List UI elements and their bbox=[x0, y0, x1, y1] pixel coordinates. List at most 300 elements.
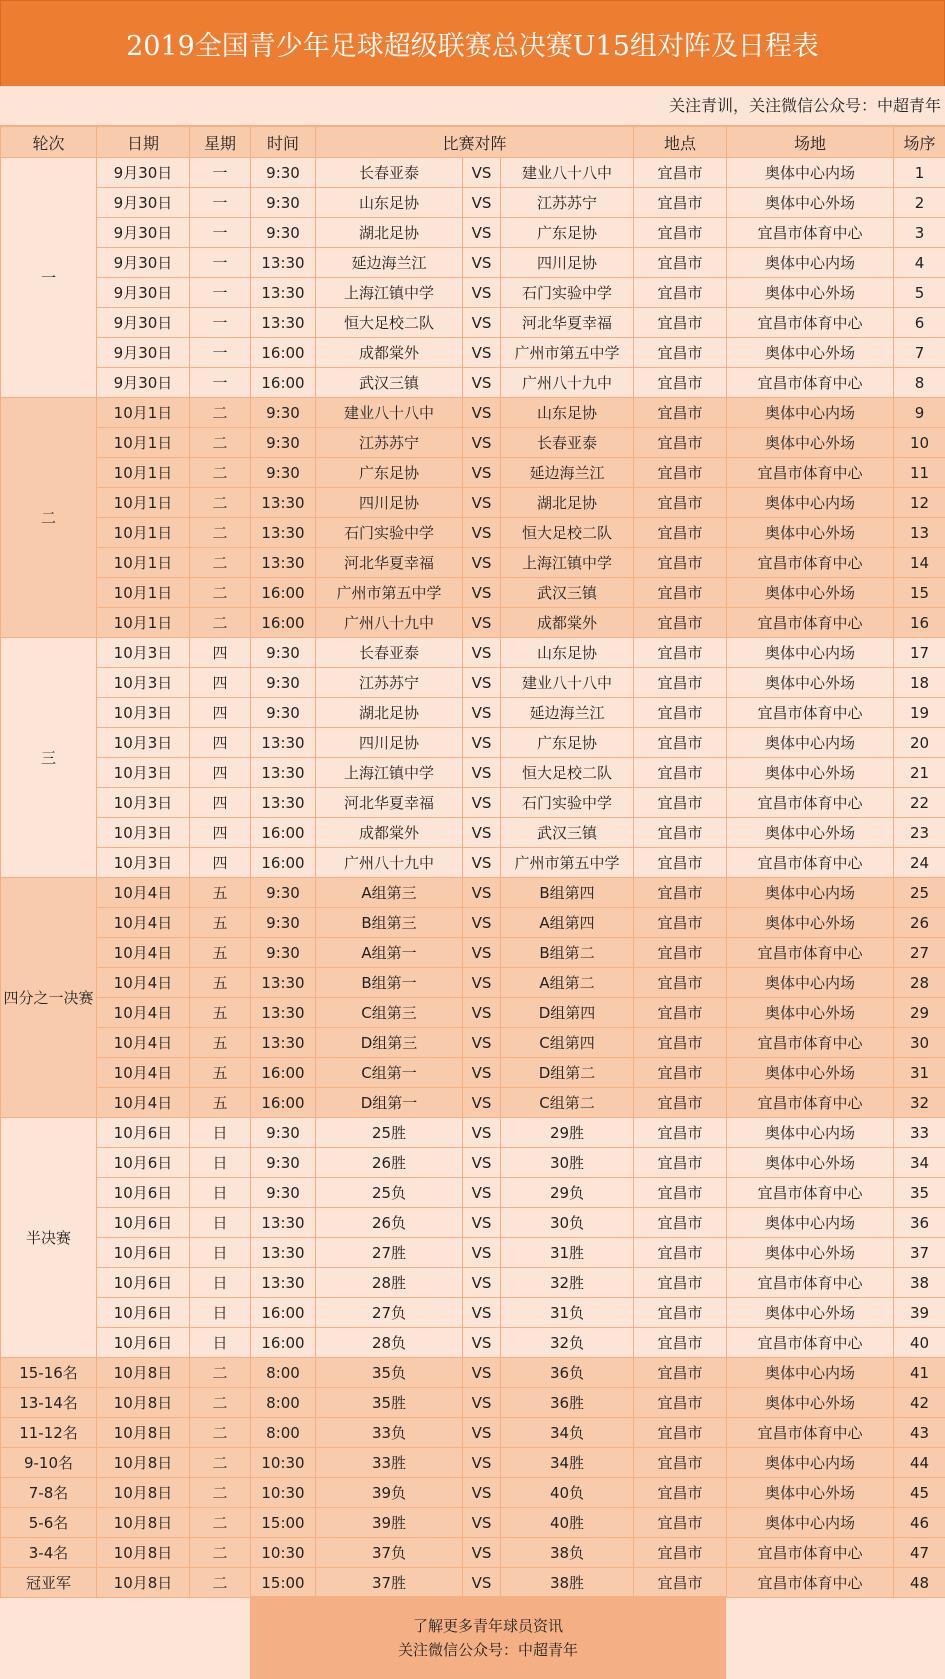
away-team: 29负 bbox=[501, 1178, 634, 1208]
header-match-no: 场序 bbox=[894, 127, 945, 158]
away-team: 40胜 bbox=[501, 1508, 634, 1538]
away-team: 江苏苏宁 bbox=[501, 188, 634, 218]
city: 宜昌市 bbox=[634, 1448, 727, 1478]
vs-label: VS bbox=[463, 848, 501, 878]
date: 10月3日 bbox=[97, 818, 190, 848]
away-team: 湖北足协 bbox=[501, 488, 634, 518]
time: 15:00 bbox=[251, 1508, 316, 1538]
vs-label: VS bbox=[463, 398, 501, 428]
date: 9月30日 bbox=[97, 158, 190, 188]
city: 宜昌市 bbox=[634, 188, 727, 218]
time: 13:30 bbox=[251, 308, 316, 338]
weekday: 四 bbox=[190, 818, 251, 848]
city: 宜昌市 bbox=[634, 338, 727, 368]
table-row bbox=[1, 578, 945, 608]
home-team: 江苏苏宁 bbox=[316, 668, 463, 698]
city: 宜昌市 bbox=[634, 158, 727, 188]
venue: 奥体中心外场 bbox=[727, 518, 894, 548]
date: 10月8日 bbox=[97, 1448, 190, 1478]
venue: 奥体中心外场 bbox=[727, 998, 894, 1028]
venue: 宜昌市体育中心 bbox=[727, 308, 894, 338]
away-team: B组第四 bbox=[501, 878, 634, 908]
time: 10:30 bbox=[251, 1478, 316, 1508]
date: 10月4日 bbox=[97, 938, 190, 968]
city: 宜昌市 bbox=[634, 398, 727, 428]
weekday: 二 bbox=[190, 1508, 251, 1538]
time: 16:00 bbox=[251, 338, 316, 368]
away-team: 31负 bbox=[501, 1298, 634, 1328]
match-no: 19 bbox=[894, 698, 945, 728]
date: 10月8日 bbox=[97, 1388, 190, 1418]
vs-label: VS bbox=[463, 1328, 501, 1358]
home-team: 35胜 bbox=[316, 1388, 463, 1418]
city: 宜昌市 bbox=[634, 518, 727, 548]
city: 宜昌市 bbox=[634, 458, 727, 488]
match-no: 48 bbox=[894, 1568, 945, 1598]
table-row bbox=[1, 1238, 945, 1268]
table-row bbox=[1, 758, 945, 788]
away-team: 34胜 bbox=[501, 1448, 634, 1478]
weekday: 日 bbox=[190, 1298, 251, 1328]
date: 10月1日 bbox=[97, 458, 190, 488]
weekday: 五 bbox=[190, 878, 251, 908]
table-row bbox=[1, 938, 945, 968]
date: 10月4日 bbox=[97, 878, 190, 908]
match-no: 9 bbox=[894, 398, 945, 428]
away-team: 32胜 bbox=[501, 1268, 634, 1298]
match-no: 45 bbox=[894, 1478, 945, 1508]
table-row bbox=[1, 1448, 945, 1478]
date: 10月6日 bbox=[97, 1148, 190, 1178]
away-team: 30负 bbox=[501, 1208, 634, 1238]
date: 10月3日 bbox=[97, 728, 190, 758]
subtitle: 关注青训，关注微信公众号：中超青年 bbox=[0, 86, 945, 126]
match-no: 13 bbox=[894, 518, 945, 548]
table-row bbox=[1, 458, 945, 488]
table-row bbox=[1, 218, 945, 248]
vs-label: VS bbox=[463, 518, 501, 548]
city: 宜昌市 bbox=[634, 248, 727, 278]
weekday: 二 bbox=[190, 398, 251, 428]
home-team: 上海江镇中学 bbox=[316, 278, 463, 308]
time: 9:30 bbox=[251, 938, 316, 968]
round-label: 9-10名 bbox=[1, 1448, 97, 1478]
home-team: 延边海兰江 bbox=[316, 248, 463, 278]
match-no: 16 bbox=[894, 608, 945, 638]
vs-label: VS bbox=[463, 908, 501, 938]
home-team: 成都棠外 bbox=[316, 338, 463, 368]
city: 宜昌市 bbox=[634, 218, 727, 248]
date: 10月4日 bbox=[97, 908, 190, 938]
city: 宜昌市 bbox=[634, 1508, 727, 1538]
home-team: 39负 bbox=[316, 1478, 463, 1508]
weekday: 二 bbox=[190, 548, 251, 578]
table-row bbox=[1, 188, 945, 218]
table-row bbox=[1, 638, 945, 668]
venue: 奥体中心内场 bbox=[727, 158, 894, 188]
weekday: 一 bbox=[190, 308, 251, 338]
home-team: A组第三 bbox=[316, 878, 463, 908]
match-no: 34 bbox=[894, 1148, 945, 1178]
weekday: 日 bbox=[190, 1118, 251, 1148]
venue: 宜昌市体育中心 bbox=[727, 218, 894, 248]
weekday: 二 bbox=[190, 1388, 251, 1418]
venue: 奥体中心内场 bbox=[727, 1208, 894, 1238]
match-no: 22 bbox=[894, 788, 945, 818]
table-row bbox=[1, 248, 945, 278]
away-team: 广州市第五中学 bbox=[501, 848, 634, 878]
date: 10月1日 bbox=[97, 548, 190, 578]
away-team: 广东足协 bbox=[501, 218, 634, 248]
away-team: 36负 bbox=[501, 1358, 634, 1388]
away-team: C组第四 bbox=[501, 1028, 634, 1058]
table-row bbox=[1, 608, 945, 638]
date: 10月4日 bbox=[97, 998, 190, 1028]
time: 16:00 bbox=[251, 1058, 316, 1088]
date: 10月8日 bbox=[97, 1418, 190, 1448]
table-row bbox=[1, 338, 945, 368]
table-row bbox=[1, 1478, 945, 1508]
venue: 奥体中心内场 bbox=[727, 248, 894, 278]
vs-label: VS bbox=[463, 1238, 501, 1268]
header-time: 时间 bbox=[251, 127, 316, 158]
away-team: 延边海兰江 bbox=[501, 458, 634, 488]
table-row bbox=[1, 428, 945, 458]
vs-label: VS bbox=[463, 878, 501, 908]
away-team: 广东足协 bbox=[501, 728, 634, 758]
home-team: 28胜 bbox=[316, 1268, 463, 1298]
date: 9月30日 bbox=[97, 368, 190, 398]
time: 9:30 bbox=[251, 188, 316, 218]
table-row bbox=[1, 1538, 945, 1568]
venue: 宜昌市体育中心 bbox=[727, 698, 894, 728]
home-team: 39胜 bbox=[316, 1508, 463, 1538]
away-team: 建业八十八中 bbox=[501, 158, 634, 188]
match-no: 26 bbox=[894, 908, 945, 938]
vs-label: VS bbox=[463, 818, 501, 848]
away-team: 石门实验中学 bbox=[501, 278, 634, 308]
away-team: 延边海兰江 bbox=[501, 698, 634, 728]
city: 宜昌市 bbox=[634, 1118, 727, 1148]
venue: 奥体中心内场 bbox=[727, 1118, 894, 1148]
venue: 宜昌市体育中心 bbox=[727, 848, 894, 878]
match-no: 15 bbox=[894, 578, 945, 608]
date: 10月6日 bbox=[97, 1178, 190, 1208]
weekday: 二 bbox=[190, 1478, 251, 1508]
city: 宜昌市 bbox=[634, 1358, 727, 1388]
weekday: 四 bbox=[190, 698, 251, 728]
weekday: 一 bbox=[190, 218, 251, 248]
home-team: C组第三 bbox=[316, 998, 463, 1028]
schedule-table bbox=[0, 126, 945, 1598]
home-team: 恒大足校二队 bbox=[316, 308, 463, 338]
city: 宜昌市 bbox=[634, 368, 727, 398]
weekday: 一 bbox=[190, 158, 251, 188]
away-team: 36胜 bbox=[501, 1388, 634, 1418]
away-team: 31胜 bbox=[501, 1238, 634, 1268]
venue: 宜昌市体育中心 bbox=[727, 1088, 894, 1118]
time: 9:30 bbox=[251, 398, 316, 428]
table-row bbox=[1, 998, 945, 1028]
weekday: 日 bbox=[190, 1178, 251, 1208]
away-team: D组第四 bbox=[501, 998, 634, 1028]
match-no: 31 bbox=[894, 1058, 945, 1088]
date: 10月1日 bbox=[97, 608, 190, 638]
home-team: 上海江镇中学 bbox=[316, 758, 463, 788]
weekday: 二 bbox=[190, 488, 251, 518]
away-team: 恒大足校二队 bbox=[501, 518, 634, 548]
away-team: 34负 bbox=[501, 1418, 634, 1448]
home-team: 江苏苏宁 bbox=[316, 428, 463, 458]
home-team: 长春亚泰 bbox=[316, 638, 463, 668]
vs-label: VS bbox=[463, 218, 501, 248]
table-row bbox=[1, 1118, 945, 1148]
table-row bbox=[1, 488, 945, 518]
vs-label: VS bbox=[463, 758, 501, 788]
match-no: 5 bbox=[894, 278, 945, 308]
time: 8:00 bbox=[251, 1418, 316, 1448]
venue: 奥体中心外场 bbox=[727, 1478, 894, 1508]
match-no: 40 bbox=[894, 1328, 945, 1358]
table-row bbox=[1, 158, 945, 188]
vs-label: VS bbox=[463, 1508, 501, 1538]
venue: 宜昌市体育中心 bbox=[727, 548, 894, 578]
table-row bbox=[1, 1568, 945, 1598]
away-team: 恒大足校二队 bbox=[501, 758, 634, 788]
vs-label: VS bbox=[463, 668, 501, 698]
time: 9:30 bbox=[251, 878, 316, 908]
time: 16:00 bbox=[251, 818, 316, 848]
away-team: 上海江镇中学 bbox=[501, 548, 634, 578]
city: 宜昌市 bbox=[634, 1478, 727, 1508]
vs-label: VS bbox=[463, 368, 501, 398]
away-team: 38胜 bbox=[501, 1568, 634, 1598]
city: 宜昌市 bbox=[634, 1268, 727, 1298]
away-team: D组第二 bbox=[501, 1058, 634, 1088]
venue: 奥体中心外场 bbox=[727, 338, 894, 368]
match-no: 47 bbox=[894, 1538, 945, 1568]
match-no: 23 bbox=[894, 818, 945, 848]
table-row bbox=[1, 1358, 945, 1388]
time: 13:30 bbox=[251, 998, 316, 1028]
match-no: 2 bbox=[894, 188, 945, 218]
match-no: 17 bbox=[894, 638, 945, 668]
table-row bbox=[1, 908, 945, 938]
city: 宜昌市 bbox=[634, 488, 727, 518]
table-row bbox=[1, 668, 945, 698]
city: 宜昌市 bbox=[634, 608, 727, 638]
footer-banner bbox=[250, 1596, 726, 1679]
weekday: 日 bbox=[190, 1238, 251, 1268]
date: 10月1日 bbox=[97, 428, 190, 458]
city: 宜昌市 bbox=[634, 998, 727, 1028]
table-row bbox=[1, 1418, 945, 1448]
date: 10月1日 bbox=[97, 488, 190, 518]
table-row bbox=[1, 1088, 945, 1118]
home-team: 成都棠外 bbox=[316, 818, 463, 848]
city: 宜昌市 bbox=[634, 878, 727, 908]
vs-label: VS bbox=[463, 338, 501, 368]
time: 13:30 bbox=[251, 518, 316, 548]
home-team: 石门实验中学 bbox=[316, 518, 463, 548]
vs-label: VS bbox=[463, 1388, 501, 1418]
venue: 奥体中心外场 bbox=[727, 1298, 894, 1328]
match-no: 41 bbox=[894, 1358, 945, 1388]
weekday: 五 bbox=[190, 1058, 251, 1088]
away-team: 建业八十八中 bbox=[501, 668, 634, 698]
venue: 奥体中心内场 bbox=[727, 1508, 894, 1538]
venue: 奥体中心内场 bbox=[727, 968, 894, 998]
venue: 宜昌市体育中心 bbox=[727, 1028, 894, 1058]
date: 9月30日 bbox=[97, 248, 190, 278]
date: 10月3日 bbox=[97, 638, 190, 668]
venue: 奥体中心内场 bbox=[727, 398, 894, 428]
date: 10月4日 bbox=[97, 968, 190, 998]
vs-label: VS bbox=[463, 548, 501, 578]
vs-label: VS bbox=[463, 1538, 501, 1568]
match-no: 10 bbox=[894, 428, 945, 458]
home-team: 山东足协 bbox=[316, 188, 463, 218]
weekday: 二 bbox=[190, 518, 251, 548]
table-row bbox=[1, 1268, 945, 1298]
weekday: 五 bbox=[190, 1088, 251, 1118]
home-team: 37胜 bbox=[316, 1568, 463, 1598]
home-team: 长春亚泰 bbox=[316, 158, 463, 188]
match-no: 18 bbox=[894, 668, 945, 698]
vs-label: VS bbox=[463, 1298, 501, 1328]
venue: 奥体中心外场 bbox=[727, 1058, 894, 1088]
home-team: 湖北足协 bbox=[316, 218, 463, 248]
home-team: A组第一 bbox=[316, 938, 463, 968]
date: 10月8日 bbox=[97, 1538, 190, 1568]
date: 10月4日 bbox=[97, 1088, 190, 1118]
date: 10月4日 bbox=[97, 1028, 190, 1058]
time: 13:30 bbox=[251, 278, 316, 308]
city: 宜昌市 bbox=[634, 428, 727, 458]
time: 13:30 bbox=[251, 548, 316, 578]
time: 9:30 bbox=[251, 218, 316, 248]
date: 9月30日 bbox=[97, 188, 190, 218]
city: 宜昌市 bbox=[634, 1328, 727, 1358]
vs-label: VS bbox=[463, 248, 501, 278]
home-team: 33胜 bbox=[316, 1448, 463, 1478]
date: 10月6日 bbox=[97, 1118, 190, 1148]
time: 13:30 bbox=[251, 248, 316, 278]
vs-label: VS bbox=[463, 1118, 501, 1148]
venue: 奥体中心内场 bbox=[727, 1448, 894, 1478]
weekday: 二 bbox=[190, 1358, 251, 1388]
table-row bbox=[1, 278, 945, 308]
round-label: 7-8名 bbox=[1, 1478, 97, 1508]
away-team: 广州市第五中学 bbox=[501, 338, 634, 368]
time: 9:30 bbox=[251, 458, 316, 488]
venue: 奥体中心外场 bbox=[727, 1148, 894, 1178]
away-team: B组第二 bbox=[501, 938, 634, 968]
time: 13:30 bbox=[251, 1268, 316, 1298]
vs-label: VS bbox=[463, 1178, 501, 1208]
venue: 奥体中心外场 bbox=[727, 278, 894, 308]
away-team: 40负 bbox=[501, 1478, 634, 1508]
weekday: 四 bbox=[190, 788, 251, 818]
venue: 奥体中心外场 bbox=[727, 818, 894, 848]
city: 宜昌市 bbox=[634, 1418, 727, 1448]
away-team: A组第四 bbox=[501, 908, 634, 938]
vs-label: VS bbox=[463, 578, 501, 608]
vs-label: VS bbox=[463, 1478, 501, 1508]
home-team: 广州八十九中 bbox=[316, 848, 463, 878]
home-team: 26负 bbox=[316, 1208, 463, 1238]
city: 宜昌市 bbox=[634, 1088, 727, 1118]
date: 10月3日 bbox=[97, 848, 190, 878]
vs-label: VS bbox=[463, 938, 501, 968]
vs-label: VS bbox=[463, 728, 501, 758]
date: 10月6日 bbox=[97, 1328, 190, 1358]
weekday: 日 bbox=[190, 1148, 251, 1178]
home-team: 广州市第五中学 bbox=[316, 578, 463, 608]
away-team: 武汉三镇 bbox=[501, 578, 634, 608]
vs-label: VS bbox=[463, 1418, 501, 1448]
venue: 奥体中心外场 bbox=[727, 1388, 894, 1418]
header-weekday: 星期 bbox=[190, 127, 251, 158]
weekday: 四 bbox=[190, 758, 251, 788]
date: 10月1日 bbox=[97, 398, 190, 428]
weekday: 一 bbox=[190, 338, 251, 368]
table-row bbox=[1, 1508, 945, 1538]
venue: 宜昌市体育中心 bbox=[727, 1268, 894, 1298]
venue: 宜昌市体育中心 bbox=[727, 788, 894, 818]
venue: 宜昌市体育中心 bbox=[727, 1328, 894, 1358]
round-label: 三 bbox=[1, 638, 97, 878]
home-team: D组第三 bbox=[316, 1028, 463, 1058]
header-row bbox=[1, 127, 945, 158]
venue: 宜昌市体育中心 bbox=[727, 458, 894, 488]
table-row bbox=[1, 1298, 945, 1328]
away-team: C组第二 bbox=[501, 1088, 634, 1118]
vs-label: VS bbox=[463, 638, 501, 668]
table-row bbox=[1, 698, 945, 728]
weekday: 日 bbox=[190, 1208, 251, 1238]
weekday: 日 bbox=[190, 1328, 251, 1358]
vs-label: VS bbox=[463, 158, 501, 188]
city: 宜昌市 bbox=[634, 1388, 727, 1418]
city: 宜昌市 bbox=[634, 1148, 727, 1178]
match-no: 3 bbox=[894, 218, 945, 248]
weekday: 五 bbox=[190, 998, 251, 1028]
home-team: D组第一 bbox=[316, 1088, 463, 1118]
home-team: 37负 bbox=[316, 1538, 463, 1568]
weekday: 一 bbox=[190, 368, 251, 398]
table-row bbox=[1, 398, 945, 428]
match-no: 32 bbox=[894, 1088, 945, 1118]
city: 宜昌市 bbox=[634, 788, 727, 818]
vs-label: VS bbox=[463, 698, 501, 728]
weekday: 二 bbox=[190, 1448, 251, 1478]
match-no: 35 bbox=[894, 1178, 945, 1208]
time: 16:00 bbox=[251, 368, 316, 398]
table-row bbox=[1, 1148, 945, 1178]
match-no: 39 bbox=[894, 1298, 945, 1328]
venue: 宜昌市体育中心 bbox=[727, 1418, 894, 1448]
time: 16:00 bbox=[251, 1298, 316, 1328]
weekday: 二 bbox=[190, 1418, 251, 1448]
round-label: 四分之一决赛 bbox=[1, 878, 97, 1118]
city: 宜昌市 bbox=[634, 968, 727, 998]
date: 10月8日 bbox=[97, 1358, 190, 1388]
page-title: 2019全国青少年足球超级联赛总决赛U15组对阵及日程表 bbox=[0, 0, 945, 87]
match-no: 6 bbox=[894, 308, 945, 338]
venue: 奥体中心外场 bbox=[727, 668, 894, 698]
round-label: 11-12名 bbox=[1, 1418, 97, 1448]
